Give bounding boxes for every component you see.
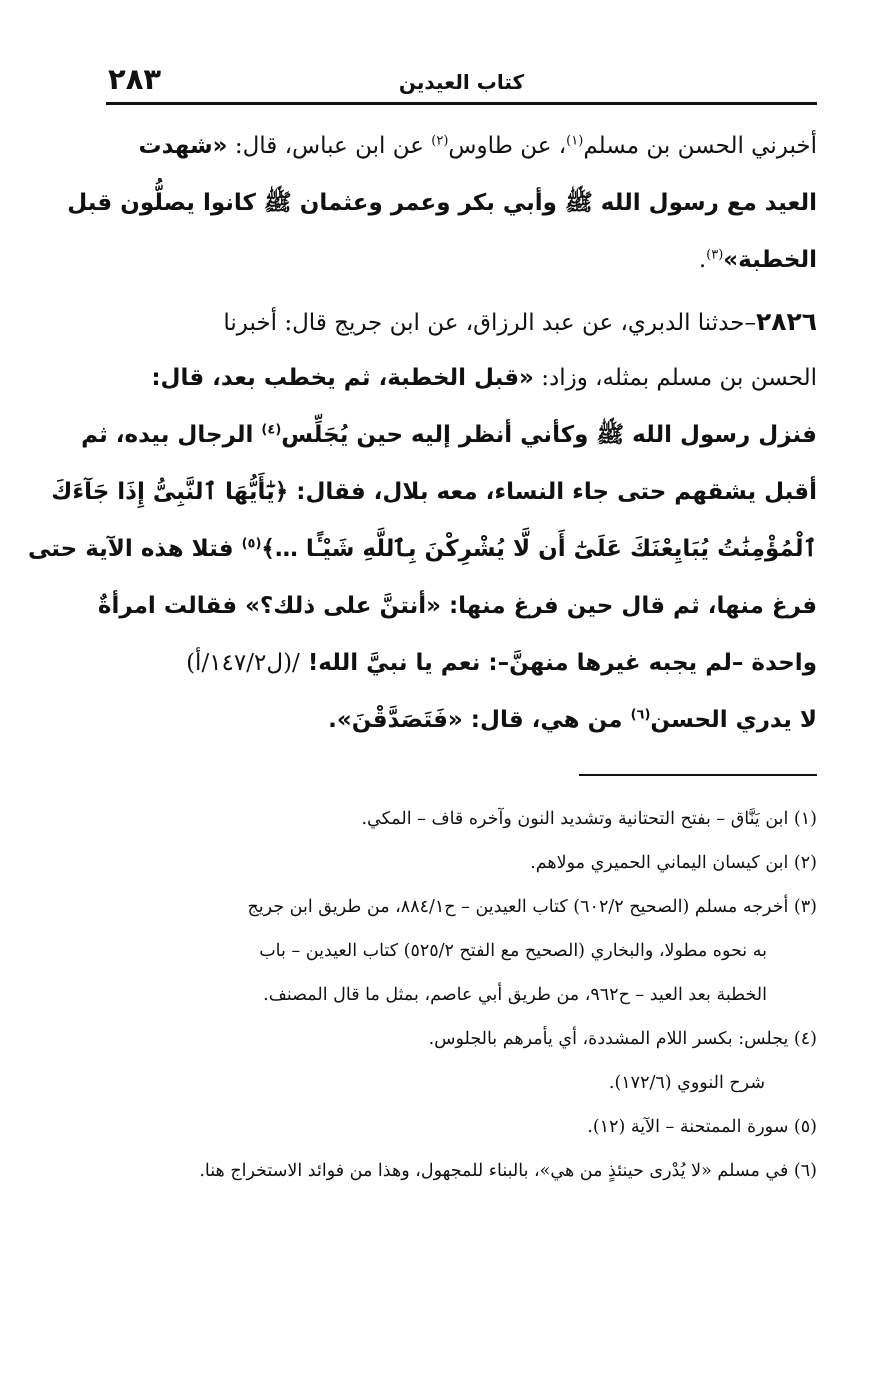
footnotes — [104, 797, 817, 1193]
text-line-9: فرغ منها، ثم قال حين فرغ منها: «أنتنَّ على ذلك؟» فقالت امرأةٌ — [97, 593, 817, 619]
footnote-3-cont: الخطبة بعد العيد – ح٩٦٢، من طريق أبي عاصم، بمثل ما قال المصنف. — [263, 985, 767, 1005]
manuscript-ref: /(ل١٤٧/٢/أ) — [186, 650, 300, 676]
main-text — [27, 118, 817, 749]
text-line-7: أقبل يشقهم حتى جاء النساء، معه بلال، فقال: ﴿يَٰٓأَيُّهَا ٱلنَّبِىُّ إِذَا جَآءَكَ — [51, 479, 817, 505]
text-line-11: لا يدري الحسن$^{(٦)}$ من هي، قال: «فَتَصَدَّقْنَ». — [328, 707, 817, 733]
text-line-1: أخبرني الحسن بن مسلم$^{(١)}$، عن طاوس$^{(٢)}$ عن ابن عباس، قال: «شهدت — [138, 133, 817, 159]
text-line-3: الخطبة»$^{(٣)}$. — [698, 247, 817, 273]
footnote-3-cont: به نحوه مطولا، والبخاري (الصحيح مع الفتح ٥٢٥/٢) كتاب العيدين – باب — [259, 941, 767, 961]
page-number: ٢٨٣ — [108, 62, 162, 96]
footnote-4-cont: شرح النووي (١٧٢/٦). — [608, 1073, 765, 1093]
footnote-2: (٢) ابن كيسان اليماني الحميري مولاهم. — [530, 853, 817, 873]
text-line-6: فنزل رسول الله ﷺ وكأني أنظر إليه حين يُجَلِّس$^{(٤)}$ الرجال بيده، ثم — [81, 422, 817, 448]
hadith-number: ٢٨٢٦ — [755, 307, 817, 336]
text-line-10: واحدة –لم يجبه غيرها منهنَّ–: نعم يا نبيَّ الله! /(ل١٤٧/٢/أ) — [186, 650, 817, 676]
hadith-2826-line: ٢٨٢٦–حدثنا الدبري، عن عبد الرزاق، عن ابن جريج قال: أخبرنا — [223, 307, 817, 336]
header-divider — [106, 102, 817, 105]
page-header — [106, 62, 817, 100]
text-line-8: ٱلْمُؤْمِنَٰتُ يُبَايِعْنَكَ عَلَىٰٓ أَن لَّا يُشْرِكْنَ بِٱللَّهِ شَيْـًٔا …﴾$^{(٥)}$ فتلا هذه الآية حتى — [27, 536, 817, 562]
footnote-1: (١) ابن يَنَّاق – بفتح التحتانية وتشديد النون وآخره قاف – المكي. — [361, 809, 817, 829]
chapter-title: كتاب العيدين — [398, 70, 525, 94]
text-line-5: الحسن بن مسلم بمثله، وزاد: «قبل الخطبة، ثم يخطب بعد، قال: — [151, 365, 817, 391]
footnote-5: (٥) سورة الممتحنة – الآية (١٢). — [587, 1117, 817, 1137]
footnote-divider — [579, 774, 817, 776]
footnote-4: (٤) يجلس: بكسر اللام المشددة، أي يأمرهم بالجلوس. — [428, 1029, 817, 1049]
footnote-3: (٣) أخرجه مسلم (الصحيح ٦٠٢/٢) كتاب العيدين – ح٨٨٤/١، من طريق ابن جريج — [247, 897, 817, 917]
text-line-2: العيد مع رسول الله ﷺ وأبي بكر وعمر وعثمان ﷺ كانوا يصلُّون قبل — [67, 190, 817, 216]
footnote-6: (٦) في مسلم «لا يُدْرى حينئذٍ من هي»، بالبناء للمجهول، وهذا من فوائد الاستخراج هنا. — [199, 1161, 817, 1181]
